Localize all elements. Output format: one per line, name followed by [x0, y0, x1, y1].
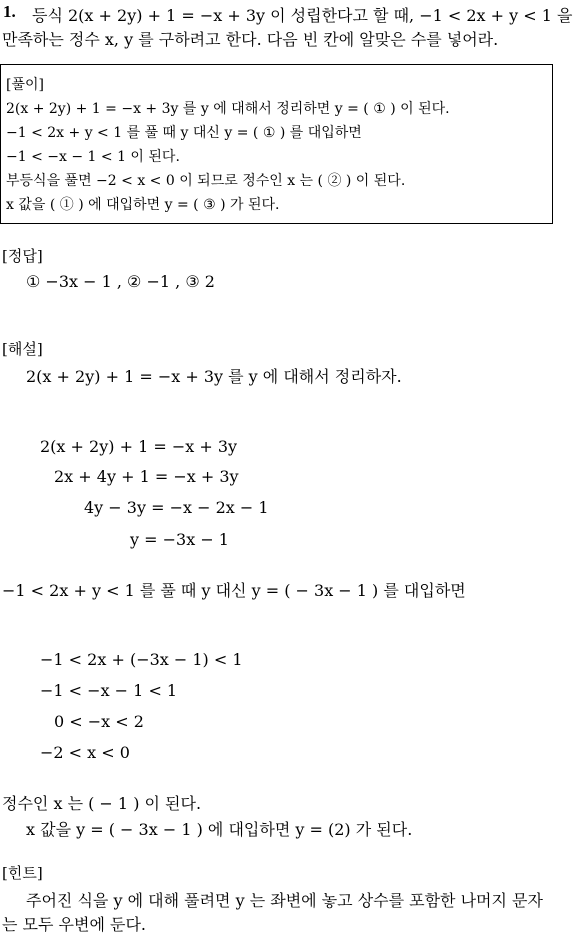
value-line: x 값을 y = ( − 3x − 1 ) 에 대입하면 y = (2) 가 된다.	[26, 820, 413, 839]
problem-number: 1.	[3, 2, 16, 21]
substitute-line: −1 < 2x + y < 1 를 풀 때 y 대신 y = ( − 3x − 1 ) 를 대입하면	[2, 581, 466, 600]
equation-step: 2(x + 2y) + 1 = −x + 3y	[40, 437, 238, 456]
inequality-step: −2 < x < 0	[40, 743, 130, 762]
answer-text: ① −3x − 1 , ② −1 , ③ 2	[26, 272, 215, 291]
integer-line: 정수인 x 는 ( − 1 ) 이 된다.	[2, 794, 202, 813]
hint-header: [힌트]	[2, 864, 43, 882]
hint-line-2: 는 모두 우변에 둔다.	[2, 915, 146, 934]
problem-line-2: 만족하는 정수 x, y 를 구하려고 한다. 다음 빈 칸에 알맞은 수를 넣어라.	[2, 30, 499, 49]
explanation-intro: 2(x + 2y) + 1 = −x + 3y 를 y 에 대해서 정리하자.	[26, 367, 402, 386]
solution-box-line: −1 < −x − 1 < 1 이 된다.	[6, 149, 180, 165]
solution-box-line: 2(x + 2y) + 1 = −x + 3y 를 y 에 대해서 정리하면 y = ( ① ) 이 된다.	[6, 101, 450, 117]
solution-box-header: [풀이]	[6, 77, 44, 93]
solution-box-line: −1 < 2x + y < 1 를 풀 때 y 대신 y = ( ① ) 를 대입하면	[6, 125, 362, 141]
hint-line-1: 주어진 식을 y 에 대해 풀려면 y 는 좌변에 놓고 상수를 포함한 나머지 문자	[26, 891, 543, 910]
explanation-header: [해설]	[2, 340, 43, 358]
solution-box-line: x 값을 ( ① ) 에 대입하면 y = ( ③ ) 가 된다.	[6, 197, 280, 213]
equation-step: 4y − 3y = −x − 2x − 1	[84, 498, 269, 517]
inequality-step: −1 < 2x + (−3x − 1) < 1	[40, 650, 243, 669]
equation-step: 2x + 4y + 1 = −x + 3y	[54, 467, 239, 486]
equation-step: y = −3x − 1	[130, 530, 229, 549]
inequality-step: −1 < −x − 1 < 1	[40, 681, 178, 700]
answer-header: [정답]	[2, 247, 43, 265]
inequality-step: 0 < −x < 2	[54, 712, 144, 731]
solution-box-line: 부등식을 풀면 −2 < x < 0 이 되므로 정수인 x 는 ( ② ) 이 된다.	[6, 173, 406, 189]
problem-line-1: 등식 2(x + 2y) + 1 = −x + 3y 이 성립한다고 할 때, −1 < 2x + y < 1 을	[32, 6, 573, 25]
